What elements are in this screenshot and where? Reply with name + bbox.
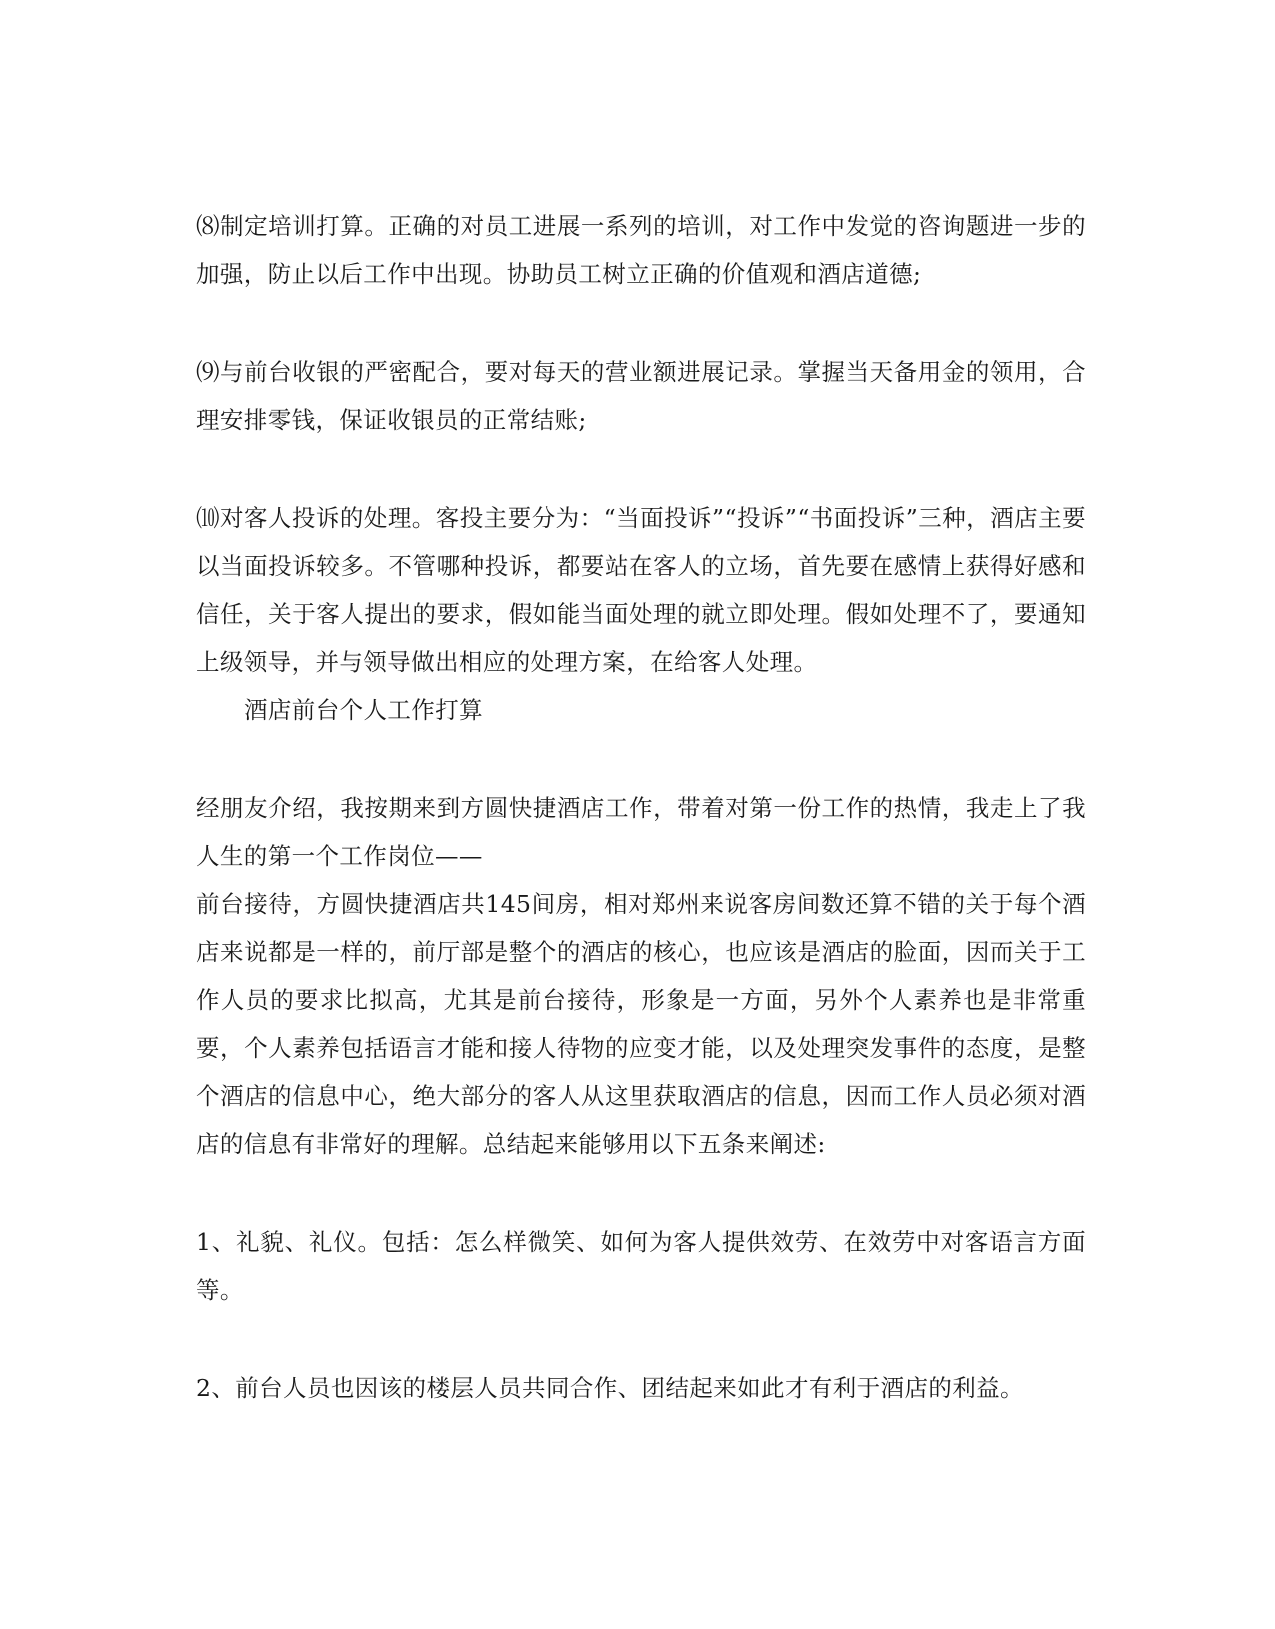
- section-heading: 酒店前台个人工作打算: [244, 696, 483, 724]
- paragraph-item-9: ⑼与前台收银的严密配合，要对每天的营业额进展记录。掌握当天备用金的领用，合理安排零钱，保证收银员的正常结账;: [196, 358, 1086, 434]
- intro-paragraph-line2: 前台接待，方圆快捷酒店共145间房，相对郑州来说客房间数还算不错的关于每个酒店来说都是一样的，前厅部是整个的酒店的核心，也应该是酒店的脸面，因而关于工作人员的要求比拟高，尤其是前台接待，形象是一方面，另外个人素养也是非常重要，个人素养包括语言才能和接人待物的应变才能，以及处理突发事件的态度，是整个酒店的信息中心，绝大部分的客人从这里获取酒店的信息，因而工作人员必须对酒店的信息有非常好的理解。总结起来能够用以下五条来阐述:: [196, 890, 1086, 1158]
- document-body: [196, 202, 1086, 1412]
- paragraph-item-8: ⑻制定培训打算。正确的对员工进展一系列的培训，对工作中发觉的咨询题进一步的加强，防止以后工作中出现。协助员工树立正确的价值观和酒店道德;: [196, 212, 1086, 288]
- list-item-1: 1、礼貌、礼仪。包括：怎么样微笑、如何为客人提供效劳、在效劳中对客语言方面等。: [196, 1228, 1086, 1304]
- intro-paragraph-line1: 经朋友介绍，我按期来到方圆快捷酒店工作，带着对第一份工作的热情，我走上了我人生的第一个工作岗位——: [196, 794, 1086, 870]
- list-item-2: 2、前台人员也因该的楼层人员共同合作、团结起来如此才有利于酒店的利益。: [196, 1374, 1024, 1402]
- paragraph-item-10: ⑽对客人投诉的处理。客投主要分为：“当面投诉”“投诉”“书面投诉”三种，酒店主要以当面投诉较多。不管哪种投诉，都要站在客人的立场，首先要在感情上获得好感和信任，关于客人提出的要求，假如能当面处理的就立即处理。假如处理不了，要通知上级领导，并与领导做出相应的处理方案，在给客人处理。: [196, 504, 1086, 676]
